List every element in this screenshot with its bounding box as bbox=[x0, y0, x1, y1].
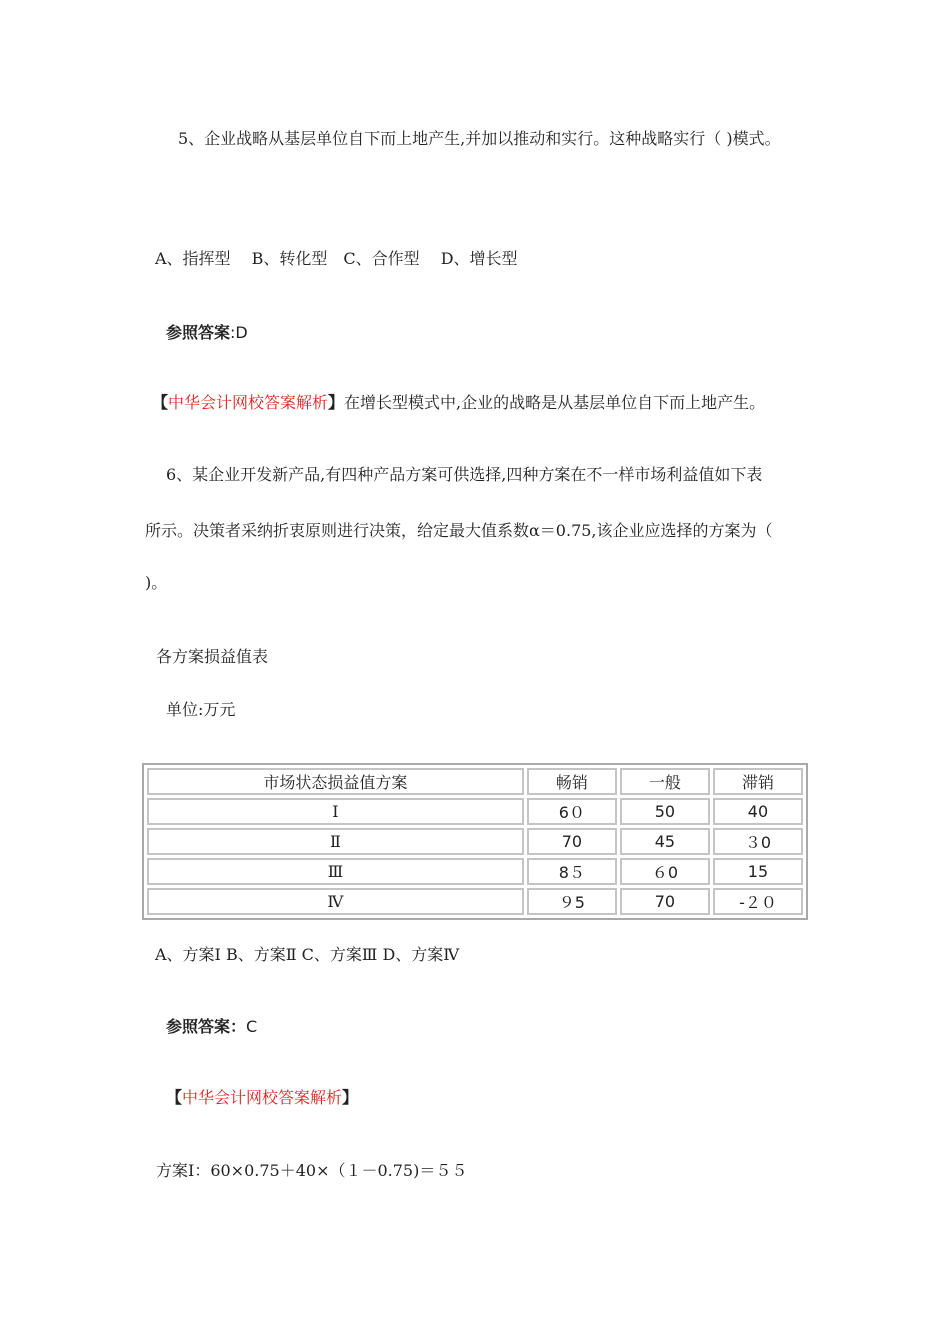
q6-question-line1: 6、某企业开发新产品,有四种产品方案可供选择,四种方案在不一样市场利益值如下表 bbox=[166, 465, 763, 484]
q6-analysis bbox=[166, 1085, 358, 1108]
table-cell: 6０ bbox=[527, 798, 617, 825]
table-header-cell: 畅销 bbox=[527, 768, 617, 795]
table-cell: ３0 bbox=[713, 828, 803, 855]
q5-analysis-bracket-open: 【 bbox=[152, 393, 169, 412]
q5-answer-label: 参照答案 bbox=[166, 323, 231, 342]
table-cell: 45 bbox=[620, 828, 710, 855]
table-header-row bbox=[147, 768, 803, 795]
q6-options: A、方案Ⅰ B、方案Ⅱ C、方案Ⅲ D、方案Ⅳ bbox=[155, 945, 460, 964]
q6-answer-value: C bbox=[246, 1017, 258, 1036]
q6-question-line2: 所示。决策者采纳折衷原则进行决策，给定最大值系数α＝0.75,该企业应选择的方案为（ bbox=[145, 521, 773, 540]
table-header-cell: 一般 bbox=[620, 768, 710, 795]
q5-question: 5、企业战略从基层单位自下而上地产生,并加以推动和实行。这种战略实行（ )模式。 bbox=[178, 129, 781, 148]
table-row bbox=[147, 828, 803, 855]
table-cell: 8５ bbox=[527, 858, 617, 885]
loss-value-table bbox=[142, 763, 808, 920]
table-cell: 70 bbox=[620, 888, 710, 915]
table-row bbox=[147, 858, 803, 885]
table-cell: 40 bbox=[713, 798, 803, 825]
q6-question-line3: )。 bbox=[145, 573, 168, 592]
table-cell: ６0 bbox=[620, 858, 710, 885]
q5-analysis bbox=[152, 390, 765, 413]
q6-analysis-bracket-close: 】 bbox=[342, 1088, 359, 1107]
table-cell: 15 bbox=[713, 858, 803, 885]
q5-options: A、指挥型 B、转化型 C、合作型 D、增长型 bbox=[155, 249, 518, 268]
q5-answer-value: :D bbox=[230, 323, 248, 342]
q6-table-unit: 单位:万元 bbox=[166, 700, 236, 719]
table-header-cell: 滞销 bbox=[713, 768, 803, 795]
table-cell-plan: Ⅳ bbox=[147, 888, 524, 915]
q6-analysis-source: 中华会计网校答案解析 bbox=[182, 1088, 343, 1107]
table-header-cell: 市场状态损益值方案 bbox=[147, 768, 524, 795]
table-cell-plan: Ⅰ bbox=[147, 798, 524, 825]
q6-table-title: 各方案损益值表 bbox=[156, 647, 269, 666]
table-cell: 50 bbox=[620, 798, 710, 825]
q6-analysis-bracket-open: 【 bbox=[166, 1088, 183, 1107]
table-row bbox=[147, 798, 803, 825]
table-cell: ９5 bbox=[527, 888, 617, 915]
q5-answer bbox=[166, 320, 248, 343]
q6-answer-label: 参照答案： bbox=[166, 1017, 247, 1036]
table-row bbox=[147, 888, 803, 915]
table-cell: 70 bbox=[527, 828, 617, 855]
q5-analysis-bracket-close: 】 bbox=[328, 393, 345, 412]
table-cell: -２０ bbox=[713, 888, 803, 915]
q6-calc-line: 方案Ⅰ：60×0.75＋40×（１－0.75)＝５５ bbox=[156, 1161, 468, 1180]
q5-analysis-text: 在增长型模式中,企业的战略是从基层单位自下而上地产生。 bbox=[344, 393, 766, 412]
q6-answer bbox=[166, 1014, 257, 1037]
table-cell-plan: Ⅱ bbox=[147, 828, 524, 855]
table-cell-plan: Ⅲ bbox=[147, 858, 524, 885]
q5-analysis-source: 中华会计网校答案解析 bbox=[168, 393, 329, 412]
